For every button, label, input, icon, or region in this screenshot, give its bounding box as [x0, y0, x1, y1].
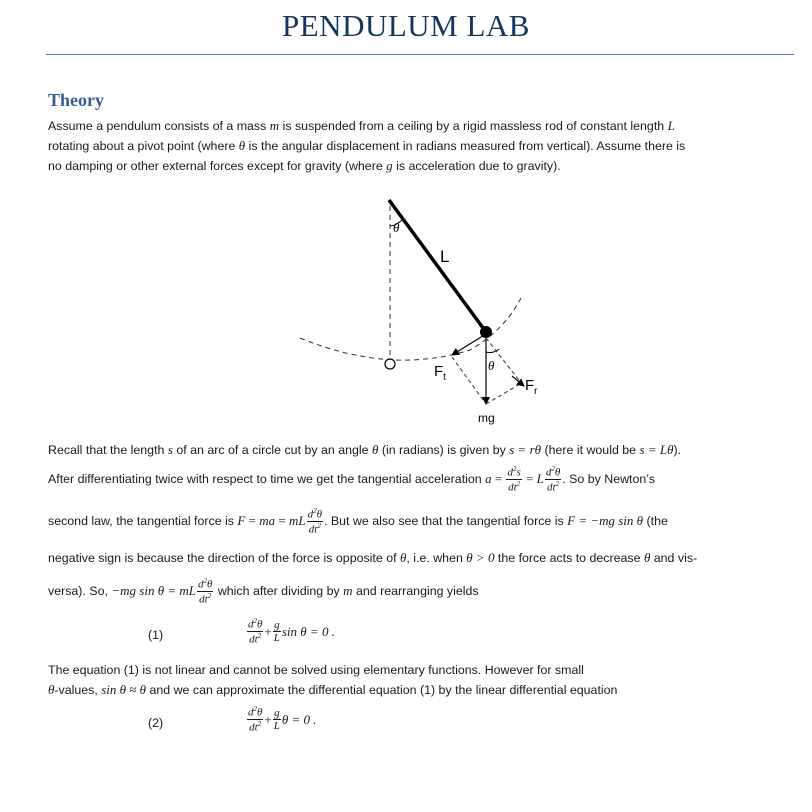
eq2-fraction-g-L: $\frac{g}{L}$	[273, 706, 280, 732]
title-divider	[46, 54, 794, 55]
fraction-d2theta-dt2-versa: $\frac{d^2\theta}{dt^2}$	[197, 577, 213, 606]
tangential-dashed	[452, 357, 486, 404]
rod-label: L	[440, 247, 450, 266]
gravity-label: mg	[478, 411, 495, 425]
radial-force-label: $F_r$	[525, 377, 538, 397]
recall-line-4: negative sign is because the direction of the force is opposite of θ, i.e. when θ > 0 the force acts to decrease θ and vis-	[48, 550, 698, 565]
radial-dashed	[486, 384, 520, 404]
pendulum-diagram	[280, 190, 540, 430]
equation-1: $\frac{d^2\theta}{dt^2}$ + $\frac{g}{L}$ sin θ = 0 .	[248, 617, 335, 646]
pivot-point	[385, 359, 395, 369]
tangential-force-label: $F_t$	[434, 363, 446, 383]
angle-label-bob: θ	[488, 358, 495, 373]
fraction-d2s-dt2: $\frac{d^2s}{dt^2}$	[507, 465, 521, 494]
section-heading-theory: Theory	[48, 90, 104, 110]
theory-line-1: Assume a pendulum consists of a mass m is suspended from a ceiling by a rigid massless rod of constant length L	[48, 118, 675, 133]
recall-line-2: After differentiating twice with respect to time we get the tangential acceleration a = $\frac{d^2s}{dt^2}$ = L $\frac{d^2\theta}{dt^2}$ . So by Newton’s	[48, 465, 655, 494]
theory-line-3: no damping or other external forces except for gravity (where g is acceleration due to gravity).	[48, 158, 561, 173]
angle-label-top: θ	[393, 220, 400, 235]
tangential-force-arrow	[452, 334, 486, 355]
eq1-fraction-g-L: $\frac{g}{L}$	[273, 618, 280, 644]
fraction-d2theta-dt2: $\frac{d^2\theta}{dt^2}$	[545, 465, 561, 494]
radial-force-arrow	[512, 376, 524, 386]
equation-1-label: (1)	[148, 628, 164, 642]
fraction-d2theta-dt2-newton: $\frac{d^2\theta}{dt^2}$	[307, 507, 322, 536]
page-title: PENDULUM LAB	[282, 8, 530, 43]
eq2-fraction-d2theta-dt2: $\frac{d^2\theta}{dt^2}$	[248, 705, 263, 734]
recall-line-5: versa). So, −mg sin θ = mL $\frac{d^2\theta}{dt^2}$ which after dividing by m and rearranging yields	[48, 577, 479, 606]
recall-line-1: Recall that the length s of an arc of a circle cut by an angle θ (in radians) is given by s = rθ (here it would be s = Lθ).	[48, 442, 682, 457]
pendulum-rod	[389, 200, 486, 332]
equation-2: $\frac{d^2\theta}{dt^2}$ + $\frac{g}{L}$ θ = 0 .	[248, 705, 317, 734]
eq1-fraction-d2theta-dt2: $\frac{d^2\theta}{dt^2}$	[248, 617, 263, 646]
theory-line-2: rotating about a pivot point (where θ is the angular displacement in radians measured from vertical). Assume there is	[48, 138, 686, 153]
theory-paragraph	[48, 116, 793, 176]
recall-line-3: second law, the tangential force is F = ma = mL $\frac{d^2\theta}{dt^2}$ . But we also see that the tangential force is F = −mg sin θ (the	[48, 507, 668, 536]
equation-2-label: (2)	[148, 716, 164, 730]
after-line-1: The equation (1) is not linear and cannot be solved using elementary functions. However for small	[48, 663, 584, 677]
after-line-2: θ-values, sin θ ≈ θ and we can approximate the differential equation (1) by the linear differential equation	[48, 682, 618, 697]
